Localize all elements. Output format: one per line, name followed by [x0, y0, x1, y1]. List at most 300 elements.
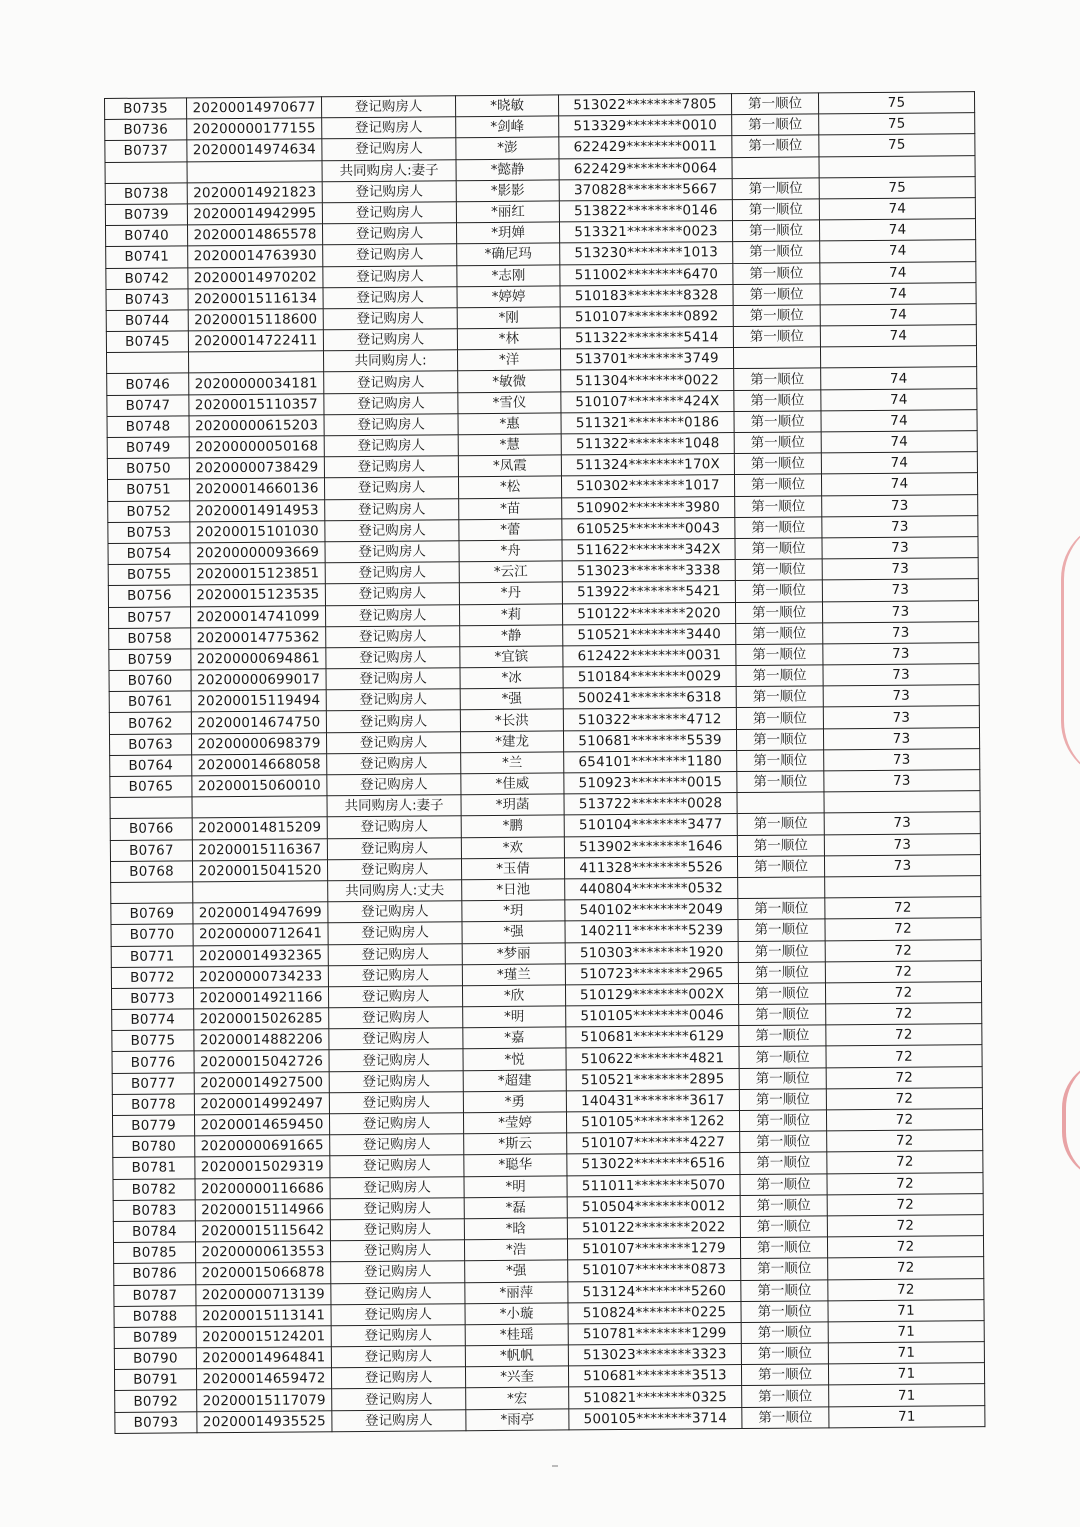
- priority-order-cell: 第一顺位: [735, 517, 822, 539]
- priority-order-cell: 第一顺位: [740, 1237, 827, 1259]
- buyer-name-cell: *玥婵: [456, 222, 559, 244]
- buyer-role-cell: 登记购房人: [322, 138, 456, 160]
- priority-order-cell: 第一顺位: [736, 665, 823, 687]
- score-cell: 74: [820, 325, 976, 347]
- buyer-name-cell: *日池: [462, 879, 565, 901]
- buyer-name-cell: *勇: [463, 1091, 566, 1113]
- score-cell: 72: [828, 1278, 984, 1300]
- score-cell: 72: [827, 1151, 983, 1173]
- registration-number-cell: 20200015124201: [196, 1326, 331, 1348]
- scan-mark: [552, 1465, 558, 1467]
- registration-number-cell: 20200014674750: [191, 711, 326, 733]
- buyer-role-cell: 共同购房人:妻子: [322, 159, 456, 181]
- score-cell: [824, 791, 980, 813]
- priority-order-cell: 第一顺位: [734, 390, 821, 412]
- score-cell: 72: [827, 1130, 983, 1152]
- score-cell: 72: [826, 1024, 982, 1046]
- registration-number-cell: 20200014974634: [187, 139, 322, 161]
- buyer-name-cell: *强: [465, 1260, 568, 1282]
- registration-number-cell: 20200015116134: [188, 287, 323, 309]
- id-number-cell: 510322********4712: [563, 708, 736, 731]
- buyer-role-cell: 登记购房人: [324, 392, 458, 414]
- id-number-cell: 513124********5260: [568, 1280, 741, 1303]
- buyer-name-cell: *蕾: [459, 519, 562, 541]
- score-cell: 73: [822, 600, 978, 622]
- priority-order-cell: 第一顺位: [735, 538, 822, 560]
- buyer-name-cell: *苗: [459, 497, 562, 519]
- applicant-table-body: [105, 92, 985, 1434]
- registration-number-cell: 20200015042726: [194, 1050, 329, 1072]
- buyer-name-cell: *聪华: [464, 1154, 567, 1176]
- id-number-cell: 510107********0892: [560, 305, 733, 328]
- id-number-cell: 510504********0012: [567, 1195, 740, 1218]
- buyer-name-cell: *嘉: [463, 1027, 566, 1049]
- registration-number-cell: 20200015041520: [192, 860, 327, 882]
- priority-order-cell: 第一顺位: [740, 1173, 827, 1195]
- buyer-role-cell: 登记购房人: [328, 922, 462, 944]
- id-number-cell: 510681********3513: [568, 1365, 741, 1388]
- id-number-cell: 511322********1048: [561, 433, 734, 456]
- registration-number-cell: 20200014942995: [187, 203, 322, 225]
- buyer-name-cell: *桂瑶: [465, 1324, 568, 1346]
- buyer-role-cell: 登记购房人: [329, 1070, 463, 1092]
- registration-number-cell: 20200014659450: [194, 1114, 329, 1136]
- buyer-name-cell: *明: [464, 1175, 567, 1197]
- buyer-role-cell: 登记购房人: [323, 265, 457, 287]
- buyer-name-cell: *静: [460, 625, 563, 647]
- buyer-name-cell: *宜镔: [460, 646, 563, 668]
- id-number-cell: 513022********7805: [558, 94, 731, 117]
- row-number-cell: [107, 352, 189, 374]
- score-cell: 72: [826, 1045, 982, 1067]
- buyer-role-cell: 登记购房人: [325, 519, 459, 541]
- buyer-role-cell: 登记购房人: [322, 117, 456, 139]
- id-number-cell: 511002********6470: [560, 263, 733, 286]
- priority-order-cell: 第一顺位: [732, 114, 819, 136]
- registration-number-cell: 20200014865578: [187, 224, 322, 246]
- score-cell: [819, 155, 975, 177]
- score-cell: 73: [823, 643, 979, 665]
- row-number-cell: [110, 797, 192, 819]
- buyer-role-cell: 登记购房人: [322, 223, 456, 245]
- id-number-cell: 510902********3980: [562, 496, 735, 519]
- score-cell: 72: [827, 1193, 983, 1215]
- registration-number-cell: 20200000613553: [195, 1241, 330, 1263]
- buyer-role-cell: 登记购房人: [327, 837, 461, 859]
- priority-order-cell: 第一顺位: [740, 1152, 827, 1174]
- id-number-cell: 513329********0010: [559, 115, 732, 138]
- buyer-role-cell: 登记购房人: [331, 1346, 465, 1368]
- row-number-cell: B0773: [111, 988, 193, 1010]
- registration-number-cell: 20200014947699: [193, 902, 328, 924]
- buyer-name-cell: *雪仪: [458, 392, 561, 414]
- id-number-cell: 513922********5421: [562, 581, 735, 604]
- priority-order-cell: 第一顺位: [735, 580, 822, 602]
- buyer-role-cell: 登记购房人: [323, 286, 457, 308]
- buyer-role-cell: 登记购房人: [326, 647, 460, 669]
- row-number-cell: B0753: [108, 522, 190, 544]
- priority-order-cell: 第一顺位: [738, 919, 825, 941]
- priority-order-cell: 第一顺位: [733, 262, 820, 284]
- id-number-cell: 511321********0186: [561, 411, 734, 434]
- id-number-cell: 510521********3440: [563, 623, 736, 646]
- priority-order-cell: 第一顺位: [739, 1089, 826, 1111]
- buyer-name-cell: *悦: [463, 1048, 566, 1070]
- buyer-name-cell: *磊: [464, 1197, 567, 1219]
- row-number-cell: B0751: [107, 479, 189, 501]
- id-number-cell: 513722********0028: [564, 793, 737, 816]
- registration-number-cell: 20200000034181: [189, 372, 324, 394]
- buyer-name-cell: *斯云: [464, 1133, 567, 1155]
- score-cell: 72: [827, 1236, 983, 1258]
- score-cell: 74: [819, 219, 975, 241]
- buyer-name-cell: *舟: [459, 540, 562, 562]
- registration-number-cell: [187, 160, 322, 182]
- priority-order-cell: [733, 347, 820, 369]
- row-number-cell: B0744: [106, 310, 188, 332]
- buyer-name-cell: *明: [463, 1006, 566, 1028]
- registration-number-cell: 20200014763930: [188, 245, 323, 267]
- priority-order-cell: 第一顺位: [735, 495, 822, 517]
- buyer-role-cell: 登记购房人: [325, 583, 459, 605]
- row-number-cell: B0746: [107, 373, 189, 395]
- buyer-role-cell: 登记购房人: [324, 414, 458, 436]
- buyer-name-cell: *丽萍: [465, 1281, 568, 1303]
- row-number-cell: B0785: [113, 1242, 195, 1264]
- id-number-cell: 513701********3749: [560, 348, 733, 371]
- row-number-cell: B0743: [106, 289, 188, 311]
- buyer-name-cell: *建龙: [460, 731, 563, 753]
- id-number-cell: 500241********6318: [563, 687, 736, 710]
- buyer-role-cell: 登记购房人: [322, 180, 456, 202]
- id-number-cell: 510122********2020: [562, 602, 735, 625]
- buyer-name-cell: *浩: [464, 1239, 567, 1261]
- registration-number-cell: 20200015119494: [191, 690, 326, 712]
- score-cell: 73: [824, 770, 980, 792]
- score-cell: 73: [823, 664, 979, 686]
- buyer-name-cell: *志刚: [457, 264, 560, 286]
- row-number-cell: B0737: [105, 140, 187, 162]
- buyer-name-cell: *丹: [459, 582, 562, 604]
- id-number-cell: 510521********2895: [566, 1068, 739, 1091]
- buyer-name-cell: *超建: [463, 1070, 566, 1092]
- buyer-name-cell: *莉: [459, 603, 562, 625]
- id-number-cell: 622429********0011: [559, 136, 732, 159]
- registration-number-cell: 20200014927500: [194, 1071, 329, 1093]
- buyer-name-cell: *欣: [462, 985, 565, 1007]
- score-cell: [820, 346, 976, 368]
- priority-order-cell: 第一顺位: [737, 834, 824, 856]
- id-number-cell: 612422********0031: [563, 644, 736, 667]
- buyer-name-cell: *长洪: [460, 709, 563, 731]
- id-number-cell: 510723********2965: [565, 962, 738, 985]
- buyer-role-cell: 登记购房人: [327, 858, 461, 880]
- priority-order-cell: 第一顺位: [741, 1322, 828, 1344]
- id-number-cell: 511622********342X: [562, 538, 735, 561]
- buyer-role-cell: 登记购房人: [330, 1219, 464, 1241]
- score-cell: 71: [829, 1405, 985, 1427]
- score-cell: 71: [828, 1299, 984, 1321]
- registration-number-cell: 20200014970202: [188, 266, 323, 288]
- id-number-cell: 610525********0043: [562, 517, 735, 540]
- row-number-cell: B0779: [112, 1115, 194, 1137]
- id-number-cell: 510923********0015: [564, 772, 737, 795]
- row-number-cell: B0758: [109, 628, 191, 650]
- registration-number-cell: 20200000691665: [195, 1135, 330, 1157]
- score-cell: 74: [821, 409, 977, 431]
- registration-number-cell: 20200014668058: [192, 754, 327, 776]
- priority-order-cell: 第一顺位: [740, 1131, 827, 1153]
- buyer-role-cell: 登记购房人: [329, 1049, 463, 1071]
- registration-number-cell: 20200015115642: [195, 1220, 330, 1242]
- priority-order-cell: 第一顺位: [741, 1258, 828, 1280]
- row-number-cell: B0761: [109, 691, 191, 713]
- row-number-cell: B0772: [111, 967, 193, 989]
- buyer-role-cell: 共同购房人:: [323, 350, 457, 372]
- buyer-name-cell: *鹏: [461, 815, 564, 837]
- id-number-cell: 510105********1262: [566, 1111, 739, 1134]
- row-number-cell: B0787: [114, 1284, 196, 1306]
- registration-number-cell: 20200014722411: [188, 330, 323, 352]
- registration-number-cell: 20200014815209: [192, 817, 327, 839]
- registration-number-cell: 20200000713139: [196, 1283, 331, 1305]
- buyer-name-cell: *云江: [459, 561, 562, 583]
- priority-order-cell: 第一顺位: [737, 771, 824, 793]
- buyer-name-cell: *晗: [464, 1218, 567, 1240]
- red-seal-stamp-lower: [1062, 1060, 1080, 1180]
- registration-number-cell: 20200014659472: [196, 1368, 331, 1390]
- buyer-role-cell: 登记购房人: [323, 244, 457, 266]
- registration-number-cell: 20200014935525: [197, 1410, 332, 1432]
- score-cell: [825, 876, 981, 898]
- score-cell: 72: [826, 1003, 982, 1025]
- row-number-cell: B0769: [111, 903, 193, 925]
- score-cell: 74: [821, 431, 977, 453]
- score-cell: 74: [820, 282, 976, 304]
- row-number-cell: B0783: [113, 1200, 195, 1222]
- registration-number-cell: 20200015123851: [190, 563, 325, 585]
- buyer-role-cell: 登记购房人: [330, 1240, 464, 1262]
- score-cell: 73: [822, 537, 978, 559]
- buyer-role-cell: 登记购房人: [326, 625, 460, 647]
- priority-order-cell: 第一顺位: [734, 432, 821, 454]
- registration-number-cell: 20200000694861: [191, 648, 326, 670]
- buyer-name-cell: *宏: [466, 1387, 569, 1409]
- buyer-role-cell: 登记购房人: [332, 1409, 466, 1431]
- buyer-name-cell: *洋: [457, 349, 560, 371]
- row-number-cell: B0775: [112, 1030, 194, 1052]
- id-number-cell: 513022********6516: [567, 1153, 740, 1176]
- row-number-cell: B0780: [113, 1136, 195, 1158]
- row-number-cell: B0788: [114, 1306, 196, 1328]
- id-number-cell: 510824********0225: [568, 1301, 741, 1324]
- buyer-role-cell: 登记购房人: [327, 774, 461, 796]
- score-cell: 73: [824, 748, 980, 770]
- priority-order-cell: 第一顺位: [740, 1216, 827, 1238]
- id-number-cell: 510107********1279: [567, 1238, 740, 1261]
- buyer-role-cell: 登记购房人: [328, 986, 462, 1008]
- buyer-role-cell: 登记购房人: [325, 541, 459, 563]
- registration-number-cell: 20200015066878: [196, 1262, 331, 1284]
- score-cell: 71: [829, 1384, 985, 1406]
- row-number-cell: B0777: [112, 1072, 194, 1094]
- buyer-name-cell: *强: [462, 921, 565, 943]
- score-cell: 73: [823, 621, 979, 643]
- buyer-role-cell: 登记购房人: [330, 1176, 464, 1198]
- buyer-role-cell: 登记购房人: [325, 498, 459, 520]
- row-number-cell: B0778: [112, 1094, 194, 1116]
- buyer-role-cell: 登记购房人: [324, 371, 458, 393]
- priority-order-cell: 第一顺位: [738, 898, 825, 920]
- registration-number-cell: 20200000093669: [190, 542, 325, 564]
- priority-order-cell: 第一顺位: [732, 135, 819, 157]
- priority-order-cell: 第一顺位: [733, 284, 820, 306]
- priority-order-cell: 第一顺位: [738, 983, 825, 1005]
- row-number-cell: B0766: [110, 818, 192, 840]
- buyer-name-cell: *惠: [458, 413, 561, 435]
- id-number-cell: 513822********0146: [559, 200, 732, 223]
- buyer-name-cell: *敏微: [458, 370, 561, 392]
- score-cell: 73: [824, 854, 980, 876]
- priority-order-cell: 第一顺位: [739, 1067, 826, 1089]
- buyer-role-cell: 登记购房人: [328, 943, 462, 965]
- id-number-cell: 622429********0064: [559, 157, 732, 180]
- registration-number-cell: 20200000116686: [195, 1177, 330, 1199]
- registration-number-cell: 20200014741099: [190, 605, 325, 627]
- row-number-cell: B0762: [109, 712, 191, 734]
- buyer-name-cell: *婷婷: [457, 286, 560, 308]
- registration-number-cell: 20200015117079: [197, 1389, 332, 1411]
- priority-order-cell: 第一顺位: [733, 305, 820, 327]
- registration-number-cell: 20200014964841: [196, 1347, 331, 1369]
- buyer-role-cell: 共同购房人:丈夫: [328, 880, 462, 902]
- priority-order-cell: 第一顺位: [740, 1195, 827, 1217]
- row-number-cell: B0771: [111, 945, 193, 967]
- priority-order-cell: 第一顺位: [733, 326, 820, 348]
- buyer-name-cell: *帆帆: [465, 1345, 568, 1367]
- priority-order-cell: 第一顺位: [732, 178, 819, 200]
- row-number-cell: B0793: [115, 1411, 197, 1433]
- row-number-cell: B0757: [108, 606, 190, 628]
- buyer-name-cell: *刚: [457, 307, 560, 329]
- row-number-cell: B0782: [113, 1178, 195, 1200]
- buyer-role-cell: 共同购房人:妻子: [327, 795, 461, 817]
- registration-number-cell: 20200015118600: [188, 309, 323, 331]
- id-number-cell: 511304********0022: [561, 369, 734, 392]
- buyer-name-cell: *懿静: [456, 158, 559, 180]
- row-number-cell: B0738: [105, 183, 187, 205]
- buyer-name-cell: *欢: [461, 836, 564, 858]
- registration-number-cell: 20200014921823: [187, 182, 322, 204]
- id-number-cell: 654101********1180: [564, 750, 737, 773]
- buyer-name-cell: *松: [458, 476, 561, 498]
- score-cell: 74: [821, 367, 977, 389]
- row-number-cell: B0763: [109, 733, 191, 755]
- id-number-cell: 510122********2022: [567, 1216, 740, 1239]
- buyer-role-cell: 登记购房人: [324, 477, 458, 499]
- buyer-role-cell: 登记购房人: [323, 329, 457, 351]
- priority-order-cell: 第一顺位: [732, 199, 819, 221]
- score-cell: 72: [826, 1066, 982, 1088]
- priority-order-cell: [732, 156, 819, 178]
- id-number-cell: 510104********3477: [564, 814, 737, 837]
- row-number-cell: B0739: [105, 204, 187, 226]
- row-number-cell: B0768: [110, 861, 192, 883]
- buyer-role-cell: 登记购房人: [325, 604, 459, 626]
- priority-order-cell: 第一顺位: [732, 220, 819, 242]
- score-cell: 75: [818, 92, 974, 114]
- registration-number-cell: [193, 881, 328, 903]
- buyer-role-cell: 登记购房人: [330, 1155, 464, 1177]
- id-number-cell: 440804********0532: [565, 877, 738, 900]
- buyer-role-cell: 登记购房人: [323, 308, 457, 330]
- priority-order-cell: 第一顺位: [734, 453, 821, 475]
- buyer-name-cell: *佳威: [461, 773, 564, 795]
- row-number-cell: B0754: [108, 543, 190, 565]
- priority-order-cell: 第一顺位: [737, 856, 824, 878]
- score-cell: 72: [826, 1109, 982, 1131]
- score-cell: 73: [824, 833, 980, 855]
- priority-order-cell: 第一顺位: [738, 940, 825, 962]
- registration-number-cell: 20200014932365: [193, 944, 328, 966]
- row-number-cell: [111, 882, 193, 904]
- registration-number-cell: 20200014970677: [187, 97, 322, 119]
- buyer-name-cell: *玥: [462, 900, 565, 922]
- score-cell: 73: [823, 685, 979, 707]
- score-cell: 74: [820, 261, 976, 283]
- registration-number-cell: [192, 796, 327, 818]
- buyer-name-cell: *雨亭: [466, 1409, 569, 1431]
- buyer-name-cell: *瑾兰: [462, 964, 565, 986]
- buyer-role-cell: 登记购房人: [324, 456, 458, 478]
- row-number-cell: B0750: [107, 458, 189, 480]
- registration-number-cell: 20200014775362: [191, 626, 326, 648]
- score-cell: 73: [822, 558, 978, 580]
- registration-number-cell: 20200015116367: [192, 838, 327, 860]
- id-number-cell: 140211********5239: [565, 920, 738, 943]
- priority-order-cell: 第一顺位: [735, 601, 822, 623]
- registration-number-cell: 20200000698379: [191, 732, 326, 754]
- priority-order-cell: 第一顺位: [736, 623, 823, 645]
- registration-number-cell: 20200015123535: [190, 584, 325, 606]
- buyer-name-cell: *慧: [458, 434, 561, 456]
- priority-order-cell: 第一顺位: [739, 1110, 826, 1132]
- id-number-cell: 513023********3323: [568, 1344, 741, 1367]
- buyer-role-cell: 登记购房人: [331, 1282, 465, 1304]
- registration-number-cell: 20200000738429: [189, 457, 324, 479]
- priority-order-cell: 第一顺位: [737, 750, 824, 772]
- score-cell: 72: [827, 1172, 983, 1194]
- buyer-role-cell: 登记购房人: [325, 562, 459, 584]
- row-number-cell: B0740: [106, 225, 188, 247]
- priority-order-cell: 第一顺位: [735, 559, 822, 581]
- score-cell: 73: [823, 706, 979, 728]
- row-number-cell: B0736: [105, 119, 187, 141]
- id-number-cell: 510681********5539: [563, 729, 736, 752]
- priority-order-cell: 第一顺位: [738, 962, 825, 984]
- score-cell: 74: [821, 473, 977, 495]
- buyer-role-cell: 登记购房人: [328, 901, 462, 923]
- buyer-role-cell: 登记购房人: [327, 816, 461, 838]
- id-number-cell: 510107********4227: [567, 1132, 740, 1155]
- row-number-cell: B0747: [107, 394, 189, 416]
- score-cell: 72: [825, 897, 981, 919]
- priority-order-cell: 第一顺位: [734, 411, 821, 433]
- priority-order-cell: 第一顺位: [739, 1004, 826, 1026]
- registration-number-cell: 20200015114966: [195, 1199, 330, 1221]
- score-cell: 72: [825, 918, 981, 940]
- buyer-role-cell: 登记购房人: [331, 1303, 465, 1325]
